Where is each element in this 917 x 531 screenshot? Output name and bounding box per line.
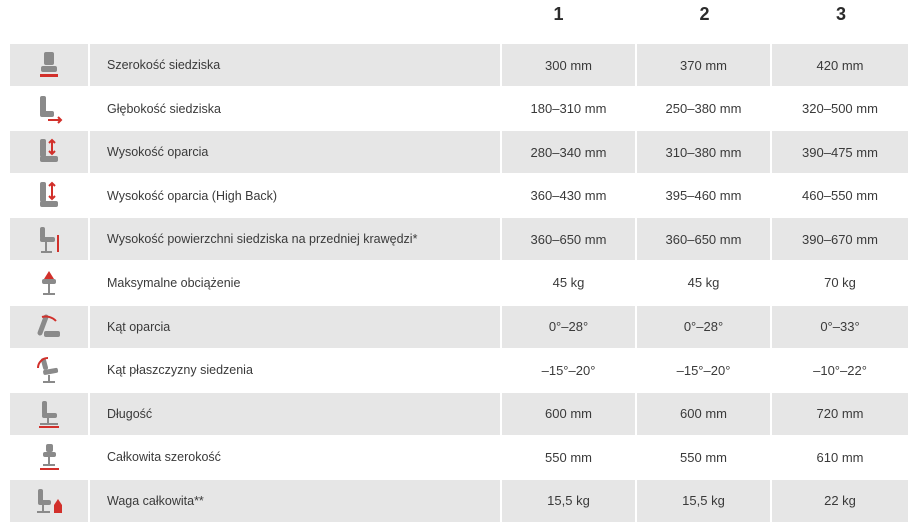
- total-width-icon: [10, 436, 88, 478]
- table-row: [10, 88, 908, 132]
- value-cell-3: 420 mm: [772, 44, 908, 86]
- column-header-1: 1: [553, 4, 564, 24]
- spec-table: [10, 44, 908, 524]
- table-row: [10, 131, 908, 175]
- value-cell-3: 390–670 mm: [772, 218, 908, 260]
- row-label: Szerokość siedziska: [90, 44, 500, 86]
- value-cell-3: 0°–33°: [772, 306, 908, 348]
- table-row: [10, 436, 908, 480]
- value-cell-2: 600 mm: [637, 393, 770, 435]
- value-cell-3: 320–500 mm: [802, 101, 878, 117]
- value-cell-2: 395–460 mm: [665, 188, 742, 204]
- value-cell-3: –10°–22°: [813, 362, 867, 378]
- value-cell-3: 610 mm: [816, 449, 864, 465]
- table-row: [10, 44, 908, 88]
- max-load-icon: [10, 262, 88, 304]
- row-label: Wysokość oparcia (High Back): [107, 188, 278, 203]
- backrest-height-icon: [10, 131, 88, 173]
- value-cell-2: 250–380 mm: [665, 101, 742, 117]
- seat-depth-icon: [10, 88, 88, 130]
- value-cell-1: 0°–28°: [502, 306, 635, 348]
- value-cell-2: 0°–28°: [637, 306, 770, 348]
- row-label: Głębokość siedziska: [107, 101, 221, 116]
- value-cell-3: 70 kg: [824, 275, 856, 291]
- seat-tilt-icon: [10, 349, 88, 391]
- value-cell-1: 600 mm: [502, 393, 635, 435]
- value-cell-2: 15,5 kg: [637, 480, 770, 522]
- value-cell-1: 180–310 mm: [530, 101, 607, 117]
- value-cell-2: 550 mm: [680, 449, 727, 465]
- row-label: Całkowita szerokość: [107, 450, 221, 465]
- value-cell-2: 360–650 mm: [637, 218, 770, 260]
- value-cell-1: 45 kg: [552, 275, 585, 291]
- row-label: Kąt oparcia: [90, 306, 500, 348]
- row-label: Maksymalne obciążenie: [107, 275, 241, 290]
- table-row: [10, 349, 908, 393]
- row-label: Kąt płaszczyzny siedzenia: [107, 363, 253, 378]
- backrest-angle-icon: [10, 306, 88, 348]
- table-row: [10, 480, 908, 524]
- table-row: [10, 218, 908, 262]
- value-cell-3: 720 mm: [772, 393, 908, 435]
- value-cell-1: 360–430 mm: [530, 188, 607, 204]
- value-cell-3: 22 kg: [772, 480, 908, 522]
- value-cell-1: 360–650 mm: [502, 218, 635, 260]
- value-cell-2: 370 mm: [637, 44, 770, 86]
- value-cell-1: 300 mm: [502, 44, 635, 86]
- row-label: Długość: [90, 393, 500, 435]
- total-weight-icon: [10, 480, 88, 522]
- value-cell-2: 45 kg: [687, 275, 720, 291]
- table-row: [10, 175, 908, 219]
- length-icon: [10, 393, 88, 435]
- value-cell-3: 390–475 mm: [772, 131, 908, 173]
- table-row: [10, 306, 908, 350]
- backrest-high-back-icon: [10, 175, 88, 217]
- value-cell-1: –15°–20°: [541, 362, 596, 378]
- row-label: Wysokość oparcia: [90, 131, 500, 173]
- table-row: [10, 262, 908, 306]
- column-header-2: 2: [699, 4, 710, 24]
- table-header: [0, 0, 917, 36]
- value-cell-2: –15°–20°: [676, 362, 731, 378]
- seat-front-height-icon: [10, 218, 88, 260]
- seat-width-icon: [10, 44, 88, 86]
- value-cell-1: 280–340 mm: [502, 131, 635, 173]
- row-label: Waga całkowita**: [90, 480, 500, 522]
- value-cell-1: 550 mm: [545, 449, 592, 465]
- value-cell-2: 310–380 mm: [637, 131, 770, 173]
- row-label: Wysokość powierzchni siedziska na przedniej krawędzi*: [90, 218, 500, 260]
- table-row: [10, 393, 908, 437]
- column-header-3: 3: [835, 4, 846, 24]
- value-cell-3: 460–550 mm: [802, 188, 878, 204]
- value-cell-1: 15,5 kg: [502, 480, 635, 522]
